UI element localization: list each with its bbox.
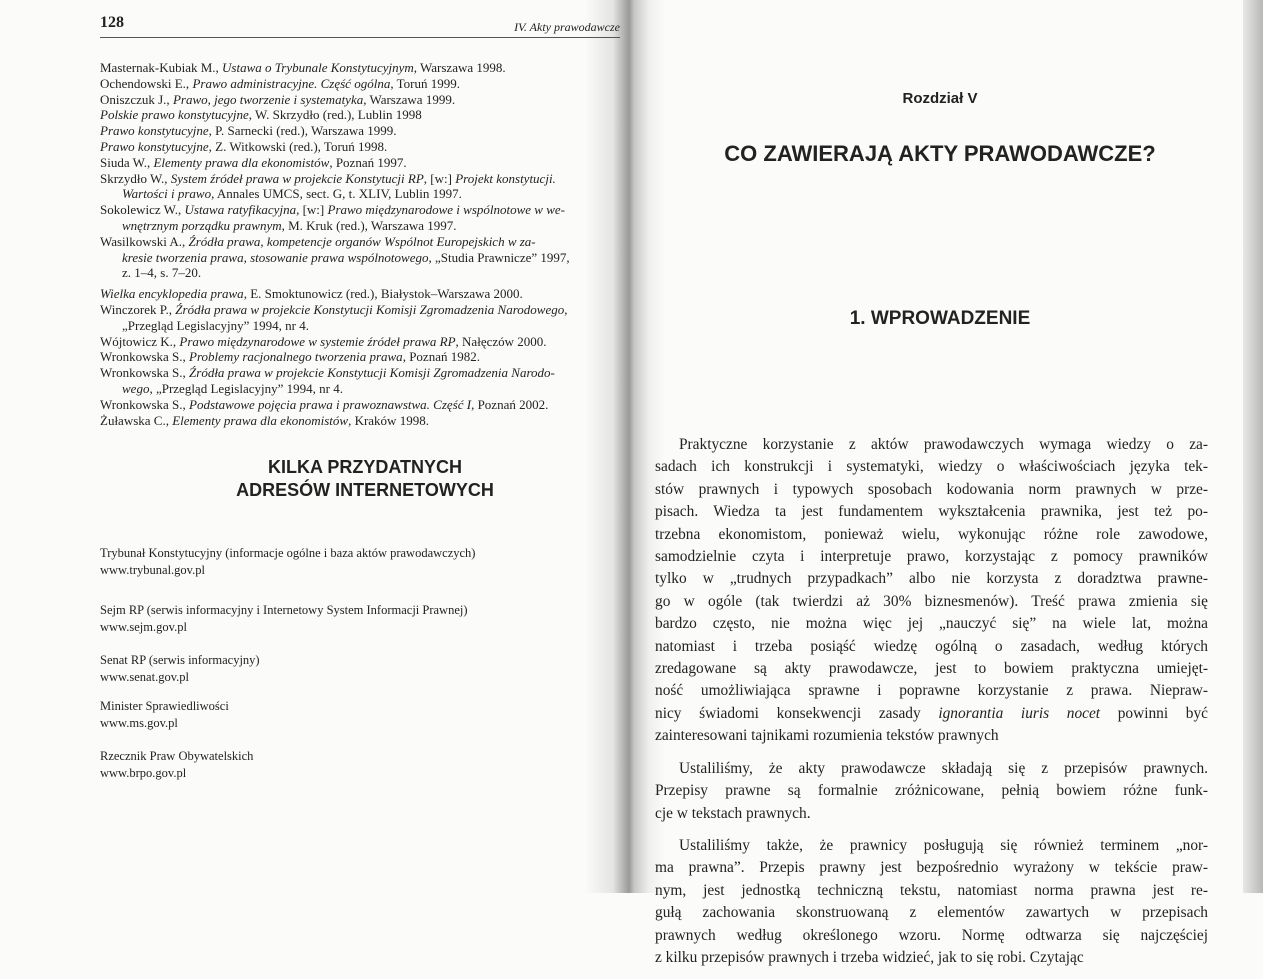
paragraph (655, 758, 1208, 825)
bibliography-entry (100, 286, 620, 302)
text-run: zredagowane są akty prawodawcze, jest to bowiem praktyczna umiejęt- (655, 660, 1208, 678)
bibliography-entry (100, 139, 620, 155)
text-run: Żuławska C., (100, 412, 173, 428)
text-run: stów prawnych i typowych sposobach kodowania norm prawnych w prze- (655, 480, 1208, 498)
text-line (655, 591, 1208, 613)
entry-line (100, 397, 620, 413)
entry-line (100, 413, 620, 429)
entry-line (100, 381, 620, 397)
text-run: , „Przegląd Legislacyjny” 1994, nr 4. (149, 380, 343, 396)
italic-text: ignorantia iuris nocet (938, 704, 1101, 722)
text-run: Skrzydło W., (100, 170, 171, 186)
italic-text: Prawo konstytucyjne (100, 123, 209, 139)
text-run: „Przegląd Legislacyjny” 1994, nr 4. (122, 317, 309, 333)
address-entry (100, 698, 620, 731)
italic-text: Ustawa o Trybunale Konstytucyjnym (222, 60, 414, 75)
text-run: , Kraków 1998. (348, 412, 429, 428)
text-line (655, 725, 1208, 747)
section-title: 1. WPROWADZENIE (849, 308, 1031, 329)
text-run: Masternak-Kubiak M., (100, 60, 223, 75)
entry-line (100, 286, 620, 302)
text-run: tylko w „trudnych przypadkach” albo nie korzysta z doradztwa prawne- (655, 570, 1208, 588)
text-run: Oniszczuk J., (100, 91, 173, 107)
header-rule (100, 37, 620, 38)
entry-line (100, 107, 620, 123)
address-name: Rzecznik Praw Obywatelskich (100, 749, 254, 763)
entry-line (100, 92, 620, 108)
text-run: Ochendowski E., (100, 75, 193, 91)
text-line (655, 546, 1208, 568)
bibliography-entry (100, 349, 620, 365)
bibliography-entry (100, 92, 620, 108)
text-run: , „Studia Prawnicze” 1997, (428, 249, 570, 265)
text-run: Ustaliliśmy, że akty prawodawcze składają się z przepisów prawnych. (679, 759, 1208, 777)
text-run: zainteresowani tajnikami rozumienia tekstów prawnych (655, 727, 999, 745)
italic-text: Prawo administracyjne. Część ogólna (192, 75, 391, 91)
text-run: nym, jest jednostką techniczną tekstu, natomiast norma prawna jest re- (655, 881, 1208, 899)
page-edge (1243, 0, 1263, 893)
text-run: Siuda W., (100, 154, 154, 170)
text-run: pisach. Wiedza ta jest fundamentem wykształcenia prawnika, jest też po- (655, 503, 1208, 521)
body-text (655, 434, 1208, 979)
address-name: Trybunał Konstytucyjny (informacje ogólne i baza aktów prawodawczych) (100, 546, 476, 560)
text-run: , [w:] (296, 202, 328, 218)
text-line (655, 835, 1208, 857)
text-run: trzebna ekonomistom, ponieważ wielu, wykonując różne role zawodowe, (655, 525, 1208, 543)
bibliography-entry (100, 334, 620, 350)
address-entry (100, 545, 620, 578)
text-run: , Annales UMCS, sect. G, t. XLIV, Lublin 1997. (211, 186, 462, 202)
bibliography-entry (100, 365, 620, 397)
text-run: , Poznań 2002. (471, 396, 549, 412)
address-url[interactable]: www.trybunal.gov.pl (100, 562, 205, 577)
text-line (655, 456, 1208, 478)
text-line (655, 880, 1208, 902)
entry-line (100, 234, 620, 250)
italic-text: kresie tworzenia prawa, stosowanie prawa wspólnotowego (122, 249, 429, 265)
text-run: Wronkowska S., (100, 349, 190, 365)
italic-text: Prawo międzynarodowe i wspólnotowe w we- (327, 202, 565, 218)
italic-text: Źródła prawa w projekcie Konstytucji Komisji Zgromadzenia Narodowego (175, 301, 565, 317)
italic-text: wnętrznym porządku prawnym (122, 217, 282, 233)
address-url[interactable]: www.brpo.gov.pl (100, 765, 187, 780)
page-number: 128 (100, 14, 124, 31)
italic-text: Projekt konstytucji. (455, 170, 556, 186)
entry-line (100, 60, 620, 76)
italic-text: Elementy prawa dla ekonomistów (153, 154, 330, 170)
text-run: Wronkowska S., (100, 396, 190, 412)
text-line (655, 636, 1208, 658)
entry-line (100, 218, 620, 234)
text-run: , W. Skrzydło (red.), Lublin 1998 (248, 107, 422, 123)
text-run: z kilku przepisów prawnych i trzeba widzieć, jak to się robi. Czytając (655, 948, 1084, 966)
italic-text: System źródeł prawa w projekcie Konstytucji RP (170, 170, 424, 186)
text-line (655, 479, 1208, 501)
text-line (655, 501, 1208, 523)
text-run: Sokolewicz W., (100, 202, 185, 218)
text-run: , Toruń 1999. (390, 75, 460, 91)
bibliography-entry (100, 171, 620, 203)
italic-text: Prawo międzynarodowe w systemie źródeł prawa RP (179, 333, 456, 349)
text-run: Wasilkowski A., (100, 233, 189, 249)
bibliography-entry (100, 60, 620, 76)
entry-line (100, 76, 620, 92)
entry-line (100, 265, 620, 281)
bibliography-entry (100, 76, 620, 92)
text-line (655, 780, 1208, 802)
addresses-heading-line: KILKA PRZYDATNYCH (268, 457, 462, 477)
text-run: go w ogóle (tak twierdzi aż 30% biznesmenów). Treść prawa zmienia się (655, 592, 1208, 610)
text-line (655, 925, 1208, 947)
text-line (655, 803, 1208, 825)
text-line (655, 434, 1208, 456)
text-line (655, 857, 1208, 879)
bibliography-list (100, 60, 620, 428)
italic-text: Źródła prawa, kompetencje organów Wspólnot Europejskich w za- (188, 233, 536, 249)
text-line (655, 680, 1208, 702)
text-line (655, 568, 1208, 590)
bibliography-entry (100, 397, 620, 413)
italic-text: Elementy prawa dla ekonomistów (172, 412, 349, 428)
address-name: Senat RP (serwis informacyjny) (100, 653, 260, 667)
text-run: , Poznań 1982. (402, 349, 480, 365)
text-line (655, 524, 1208, 546)
address-entry (100, 748, 620, 781)
text-run: z. 1–4, s. 7–20. (122, 265, 202, 281)
text-line (655, 902, 1208, 924)
italic-text: Ustawa ratyfikacyjna (184, 202, 297, 218)
bibliography-entry (100, 413, 620, 429)
italic-text: Źródła prawa w projekcie Konstytucji Komisji Zgromadzenia Narodo- (189, 365, 555, 381)
italic-text: Prawo, jego tworzenie i systematyka (172, 91, 364, 107)
paragraph (655, 434, 1208, 748)
entry-line (100, 250, 620, 266)
entry-line (100, 318, 620, 334)
italic-text: Wielka encyklopedia prawa (100, 286, 244, 302)
text-run: , Warszawa 1998. (413, 60, 506, 75)
italic-text: Wartości i prawo (122, 186, 212, 202)
text-run: Wronkowska S., (100, 365, 190, 381)
text-run: ma prawna”. Przepis prawny jest bezpośrednio wyrażony w tekście praw- (655, 859, 1208, 877)
italic-text: Problemy racjonalnego tworzenia prawa (189, 349, 403, 365)
text-run: samodzielnie czyta i interpretuje prawo, korzystając z pomocy prawników (655, 548, 1208, 566)
text-line (655, 658, 1208, 680)
address-url[interactable]: www.sejm.gov.pl (100, 619, 187, 634)
text-run: , E. Smoktunowicz (red.), Białystok–Warszawa 2000. (243, 286, 523, 302)
text-run: , Poznań 1997. (329, 154, 407, 170)
text-line (655, 613, 1208, 635)
entry-line (100, 334, 620, 350)
bibliography-entry (100, 155, 620, 171)
entry-line (100, 171, 620, 187)
address-url[interactable]: www.ms.gov.pl (100, 715, 178, 730)
text-run: , Z. Witkowski (red.), Toruń 1998. (208, 138, 388, 154)
paragraph (655, 835, 1208, 969)
bibliography-entry (100, 302, 620, 334)
address-name: Minister Sprawiedliwości (100, 699, 229, 713)
text-run: sadach ich konstrukcji i systematyki, wiedzy o właściwościach języka tek- (655, 458, 1208, 476)
text-run: bardzo często, nie można więc jej „nauczyć się” na wiele lat, można (655, 615, 1208, 633)
chapter-label: Rozdział V (902, 90, 978, 107)
text-run: natomiast i trzeba posiąść wiedzę ogólną o zasadach, według których (655, 637, 1208, 655)
text-run: Praktyczne korzystanie z aktów prawodawczych wymaga wiedzy o za- (679, 436, 1208, 453)
address-entry (100, 602, 620, 635)
entry-line (100, 186, 620, 202)
italic-text: wego (122, 380, 150, 396)
bibliography-entry (100, 107, 620, 123)
italic-text: Polskie prawo konstytucyjne (100, 107, 249, 123)
entry-line (100, 139, 620, 155)
entry-line (100, 123, 620, 139)
text-run: , M. Kruk (red.), Warszawa 1997. (281, 217, 457, 233)
entry-line (100, 202, 620, 218)
text-run: , Nałęczów 2000. (455, 333, 547, 349)
text-run: ność umożliwiająca sprawne i poprawne korzystanie z prawa. Niepraw- (655, 682, 1208, 700)
text-run: nicy świadomi konsekwencji zasady (655, 704, 939, 722)
text-line (655, 947, 1208, 969)
text-run: , P. Sarnecki (red.), Warszawa 1999. (208, 123, 397, 139)
italic-text: Prawo konstytucyjne (100, 138, 209, 154)
addresses-heading-line: ADRESÓW INTERNETOWYCH (236, 480, 494, 500)
addresses-heading (130, 456, 600, 502)
text-run: cje w tekstach prawnych. (655, 804, 811, 822)
text-line (655, 758, 1208, 780)
address-url[interactable]: www.senat.gov.pl (100, 669, 189, 684)
italic-text: Podstawowe pojęcia prawa i prawoznawstwa. Część I (189, 396, 472, 412)
text-run: , (564, 301, 568, 317)
text-run: Winczorek P., (100, 301, 176, 317)
text-run: Wójtowicz K., (100, 333, 180, 349)
address-entry (100, 652, 620, 685)
entry-line (100, 302, 620, 318)
text-run: gułą zachowania skonstruowaną z elementów zawartych w przepisach (655, 904, 1208, 922)
text-run: Przepisy prawne są formalnie zróżnicowane, pełnią bowiem różne funk- (655, 782, 1208, 800)
entry-line (100, 155, 620, 171)
text-run: prawnych według określonego wzoru. Normę odtwarza się najczęściej (655, 926, 1208, 944)
running-head: IV. Akty prawodawcze (514, 20, 620, 34)
bibliography-entry (100, 123, 620, 139)
text-run: , [w:] (423, 170, 456, 186)
text-run: , Warszawa 1999. (363, 91, 456, 107)
bibliography-entry (100, 202, 620, 234)
entry-line (100, 349, 620, 365)
address-name: Sejm RP (serwis informacyjny i Internetowy System Informacji Prawnej) (100, 603, 468, 617)
chapter-title: CO ZAWIERAJĄ AKTY PRAWODAWCZE? (724, 141, 1156, 166)
text-run: powinni być (1100, 704, 1208, 722)
entry-line (100, 365, 620, 381)
text-line (655, 703, 1208, 725)
text-run: Ustaliliśmy także, że prawnicy posługują się również terminem „nor- (679, 836, 1208, 854)
bibliography-entry (100, 234, 620, 281)
